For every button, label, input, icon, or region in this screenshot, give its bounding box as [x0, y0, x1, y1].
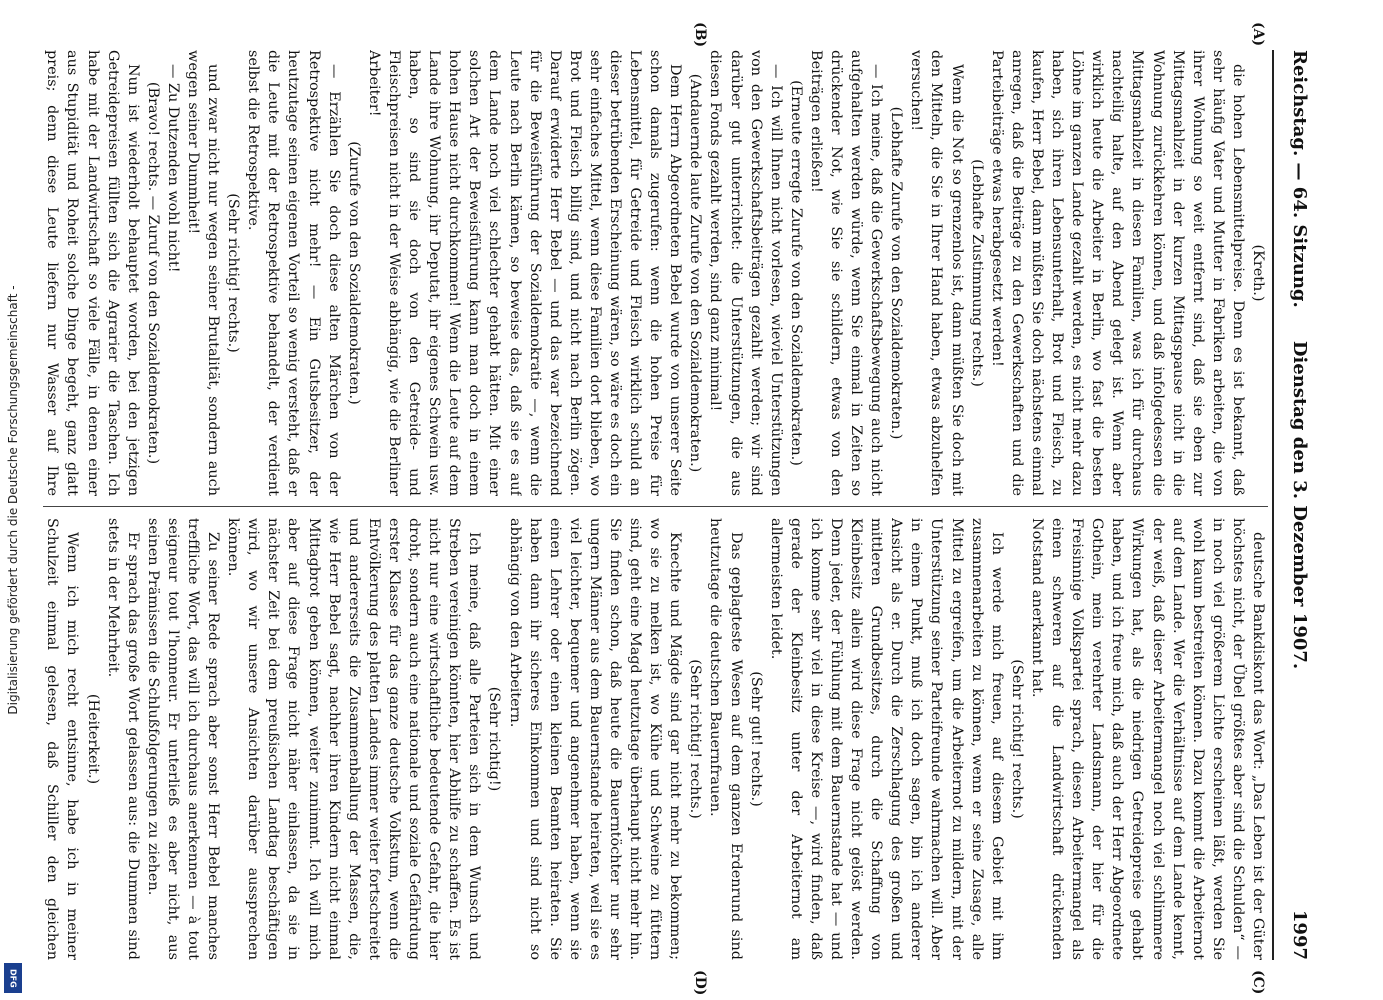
stage-direction: (Erneute erregte Zurufe von den Sozialdemokraten.) [787, 80, 804, 466]
stage-direction: (Lebhafte Zustimmung rechts.) [968, 159, 985, 387]
stage-direction: (Sehr richtig! rechts.) [225, 193, 242, 353]
paragraph: Wenn ich mich recht entsinne, habe ich in meiner Schulzeit einmal gelesen, daß Schiller den gleichen [44, 518, 81, 960]
stage-direction: (Sehr richtig! rechts.) [687, 659, 704, 819]
dfg-logo: DFG [4, 963, 22, 993]
margin-marker-c: (C) [1250, 970, 1266, 995]
stage-direction: (Andauernde laute Zurufe von den Sozialdemokraten.) [687, 73, 704, 473]
paragraph: Wenn die Not so grenzenlos ist, dann müßten Sie doch mit den Mitteln, die Sie in Ihrer Hand haben, etwas abzuhelfen versuchen! [908, 50, 965, 496]
stage-direction: (Sehr richtig!) [486, 686, 503, 792]
document-page [33, 0, 1328, 1000]
page-header [1272, 50, 1318, 960]
paragraph: Das geplagteste Wesen auf dem ganzen Erdenrund sind heutzutage die deutschen Bauernfrauen. [707, 518, 744, 960]
paragraph: — Ich will Ihnen nicht vorlesen, wieviel Unterstützungen von den Gewerkschaftsbeiträgen gezahlt werden; wir sind darüber gut unterrichtet: die Unterstützungen, die aus diesen Fonds gezahlt werden, sind ganz minimal! [707, 50, 784, 496]
paragraph: Ich werde mich freuen, auf diesem Gebiet mit ihm zusammenarbeiten zu können, wenn er seine Zusage, alle Mittel zu ergreifen, um die Arbeiternot zu mildern, mit der Unterstützung seiner Parteifreunde wahrmachen will. Aber in einem Punkt, muß ich doch sagen, bin ich anderer Ansicht als er. Durch die Zerschlagung des großen und mittleren Grundbesitzes, durch die Schaffung von Kleinbesitz allein wird diese Frage nicht gelöst werden. Denn jeder, der Fühlung mit dem Bauernstande hat — und ich komme sehr viel in diese Kreise —, wird finden, daß gerade der Kleinbesitz unter der Arbeiternot am allermeisten leidet. [767, 518, 1005, 960]
paragraph: und zwar nicht nur wegen seiner Brutalität, sondern auch wegen seiner Dummheit! [185, 50, 222, 496]
margin-marker-b: (B) [692, 22, 708, 48]
paragraph: Knechte und Mägde sind gar nicht mehr zu bekommen; wo sie zu melken ist, wo Kühe und Schweine zu füttern sind, geht eine Magd heutzutage überhaupt nicht mehr hin. Sie finden schon, daß heute die Bauerntöchter nur sehr ungern Männer aus dem Bauernstande heiraten, weil sie es viel leichter, bequemer und angenehmer haben, wenn sie einen Lehrer oder einen kleinen Beamten heiraten. Sie haben dann ihr sicheres Einkommen und sind nicht so abhängig von den Arbeitern. [506, 518, 684, 960]
stage-direction: (Sehr richtig! rechts.) [1008, 659, 1025, 819]
stage-direction: (Kreth.) [1250, 244, 1266, 302]
paragraph: — Zu Dutzenden wohl nicht! [164, 64, 181, 273]
column-divider [43, 506, 1268, 507]
digitization-credit [0, 0, 26, 1000]
stage-direction: (Lebhafte Zurufe von den Sozialdemokraten.) [888, 106, 905, 440]
header-left: Reichstag. — 64. Sitzung. [1289, 50, 1310, 308]
paragraph: Er sprach das große Wort gelassen aus: die Dummen sind stets in der Mehrheit. [104, 518, 141, 960]
paragraph: Dem Herrn Abgeordneten Bebel wurde von unserer Seite schon damals zugerufen: wenn die hohen Preise für Lebensmittel, für Getreide und Fleisch wirklich schuld an dieser betrübenden Erscheinung wären, so wäre es doch ein sehr einfaches Mittel, wenn diese Familien dort blieben, wo Brot und Fleisch billig sind, und nicht nach Berlin zögen. Darauf erwiderte Herr Bebel — und das war bezeichnend für die Beweisführung der Sozialdemokratie —, wenn die Leute nach Berlin kämen, so beweise das, daß sie es auf dem Lande noch viel schlechter gehabt hätten. Mit einer solchen Art der Beweisführung kann man doch in einem hohen Hause nicht durchkommen! Wenn die Leute auf dem Lande ihre Wohnung, ihr Deputat, ihr eigenes Schwein usw. haben, so sind sie doch von den Getreide- und Fleischpreisen nicht in der Weise abhängig, wie die Berliner Arbeiter! [365, 50, 684, 496]
stage-direction: (Zurufe von den Sozialdemokraten.) [345, 141, 362, 405]
paragraph: Ich meine, daß alle Parteien sich in dem Wunsch und Streben vereinigen könnten, hier Abhilfe zu schaffen. Es ist nicht nur eine wirtschaftliche bedeutende Gefahr, die hier droht, sondern auch eine nationale und soziale Gefährdung erster Klasse für das ganze deutsche Volkstum, wenn die Entvölkerung des platten Landes immer weiter fortschreitet und andererseits die Zusammenballung der Massen, die, wie Herr Bebel sagt, nachher ihren Kindern nicht einmal Mittagbrot geben können, weiter zunimmt. Ich will mich aber auf diese Frage nicht näher einlassen, da sie in nächster Zeit bei dem preußischen Landtag beschäftigen wird, wo wir unsere Ansichten darüber aussprechen können. [225, 518, 483, 960]
header-date: Dienstag den 3. Dezember 1907. [1289, 340, 1310, 670]
margin-marker-a: (A) [1250, 22, 1266, 47]
paragraph: die hohen Lebensmittelpreise. Denn es ist bekannt, daß sehr häufig Vater und Mutter in Fabriken arbeiten, die von ihrer Wohnung so weit entfernt sind, daß sie eben zur Mittagsmahlzeit in der kurzen Mittagspause nicht in die Wohnung zurückkehren können, und daß infolgedessen die Mittagsmahlzeit in diesen Familien, was ich für durchaus nachteilig halte, auf den Abend gelegt ist. Wenn aber wirklich heute die Arbeiter in Berlin, wo fast die besten Löhne im ganzen Lande gezahlt werden, es nicht mehr dazu haben, sich ihren Lebensunterhalt, Brot und Fleisch, zu kaufen, Herr Bebel, dann müßten Sie doch nächstens einmal anregen, daß die Beiträge zu den Gewerkschaften und die Parteibeiträge etwas herabgesetzt werden! [988, 50, 1246, 496]
page-number: 1997 [1289, 909, 1310, 960]
paragraph: Nun ist wiederholt behauptet worden, bei den jetzigen Getreidepreisen füllten sich die Agrarier die Taschen. Ich habe mit der Landwirtschaft so viele Fälle, in denen einer aus Stupidität und Roheit solche Dinge begeht, ganz glatt preis; denn diese Leute liefern nur Wasser auf Ihre [44, 50, 141, 496]
stage-direction: (Sehr gut! rechts.) [747, 671, 764, 807]
left-text-column [43, 50, 1268, 496]
stage-direction: (Bravo! rechts. — Zuruf von den Sozialdemokraten.) [144, 81, 161, 465]
paragraph: — Erzählen Sie doch diese alten Märchen von der Retrospektive nicht mehr! — Ein Gutsbesitzer, der heutzutage seinen eigenen Vorteil so wenig versteht, daß er die Leute mit der Retrospektive behandelt, der verdient selbst die Retrospektive. [245, 50, 342, 496]
margin-marker-d: (D) [692, 970, 708, 996]
paragraph: deutsche Bankdiskont das Wort: „Das Leben ist der Güter höchstes nicht, der Übel größtes aber sind die Schulden“ — in noch viel größerem Lichte erscheinen läßt, werden Sie wohl kaum bestreiten können. Dazu kommt die Arbeiternot auf dem Lande. Wer die Verhältnisse auf dem Lande kennt, der weiß, daß dieser Arbeitermangel noch viel schlimmere Wirkungen hat, als die niedrigen Getreidepreise gehabt haben, und ich freue mich, daß auch der Herr Abgeordnete Gothein, mein verehrter Landsmann, der hier für die Freisinnige Volkspartei sprach, diesen Arbeitermangel als einen schweren auf die Landwirtschaft drückenden Notstand anerkannt hat. [1028, 518, 1266, 960]
paragraph: — Ich meine, daß die Gewerkschaftsbewegung auch nicht aufgehalten werden würde, wenn Sie einmal in Zeiten so drückender Not, wie Sie sie schildern, etwas von den Beiträgen erließen! [807, 50, 885, 496]
paragraph: Zu seiner Rede sprach aber sonst Herr Bebel manches treffliche Wort, das will ich durchaus anerkennen — à tout seigneur tout l'honneur. Er unterließ es aber nicht, aus seinen Prämissen die Schlußfolgerungen zu ziehen. [144, 518, 222, 960]
right-text-column [43, 518, 1268, 960]
stage-direction: (Heiterkeit.) [84, 693, 101, 785]
credit-text: Digitalisierung gefördert durch die Deutsche Forschungsgemeinschaft - [6, 285, 20, 715]
